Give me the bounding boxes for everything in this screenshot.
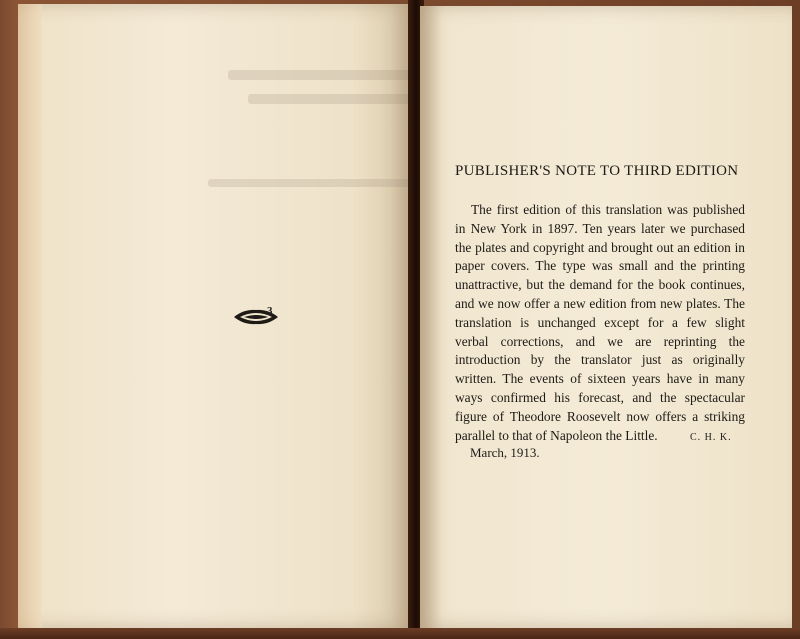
signature: C. H. K.: [690, 432, 732, 443]
page-title: PUBLISHER'S NOTE TO THIRD EDITION: [455, 163, 739, 179]
book-bottom-edge: [0, 628, 800, 639]
page-number: 3: [267, 305, 273, 317]
left-page-edge: [18, 4, 42, 628]
bleed-through-text: [168, 64, 428, 204]
left-page: [18, 4, 410, 628]
note-paragraph: The first edition of this translation was published in New York in 1897. Ten years later we purchased the plates and copyright and brought out an edition in paper covers. The type was small and the printing unattractive, but the demand for the book continues, and we now offer a new edition from new plates. The translation is unchanged except for a few slight verbal corrections, and we are reprinting the introduction by the translator just as originally written. The events of sixteen years have in many ways confirmed his forecast, and the spectacular figure of Theodore Roosevelt now offers a striking parallel to that of Napoleon the Little.: [455, 202, 745, 443]
date-line: March, 1913.: [470, 445, 540, 460]
